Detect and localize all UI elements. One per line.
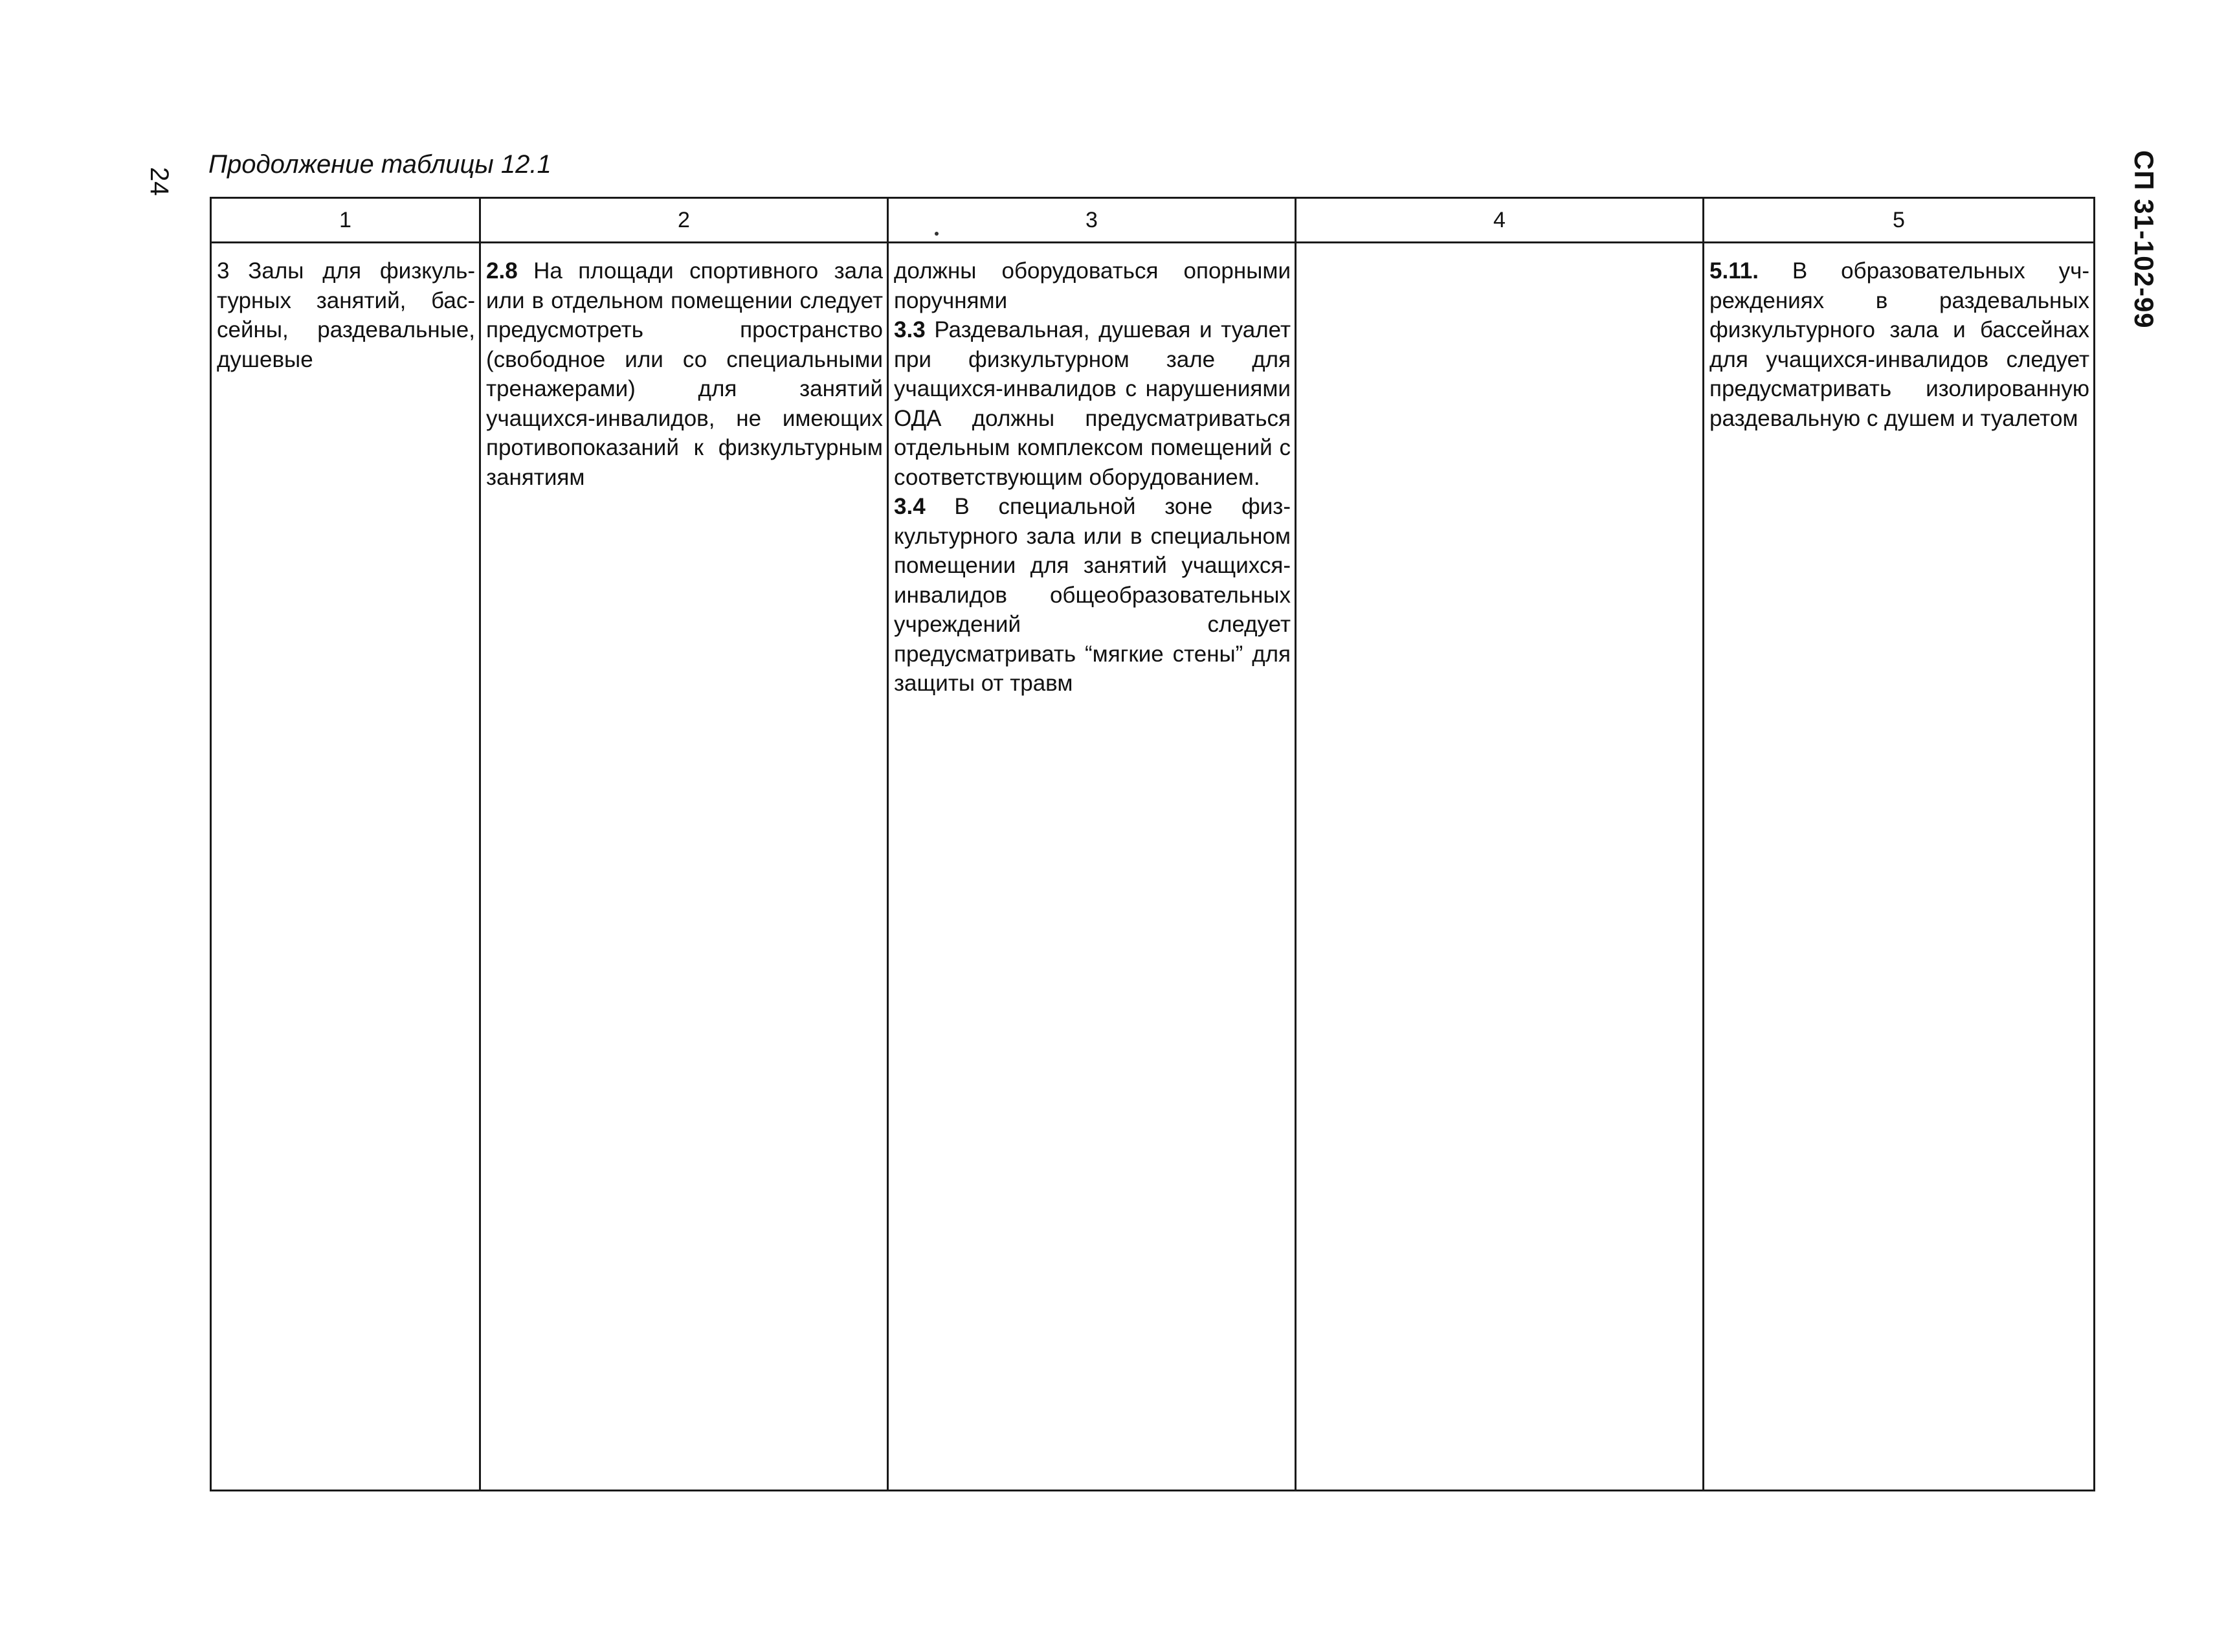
table-caption: Продолжение таблицы 12.1 <box>208 150 551 179</box>
clause-continuation: должны оборудоваться опорными поручнями <box>894 258 1291 313</box>
cell-requirement-4 <box>1296 243 1704 1491</box>
table-row <box>211 243 2095 1491</box>
requirements-table <box>210 197 2095 1491</box>
premises-text: 3 Залы для физкультурных занятий, бассейны, раздевальные, душевые <box>217 258 475 372</box>
cell-requirement-2 <box>480 243 888 1491</box>
column-header-4: 4 <box>1296 198 1704 243</box>
clause-5-11 <box>1709 256 2089 433</box>
clause-text: В образовательных учреждениях в раздевальных физкультурного зала и бассейнах для учащихся-инвалидов следует предусматривать изолированную раздевальную с душем и туалетом <box>1709 258 2089 431</box>
clause-2-8 <box>486 256 883 492</box>
column-header-1: 1 <box>211 198 480 243</box>
column-header-2: 2 <box>480 198 888 243</box>
column-header-3: 3 <box>888 198 1296 243</box>
clause-text: В специальной зоне физкультурного зала или в специальном помещении для занятий учащихся-инвалидов общеобразовательных учреждений следует предусматривать “мягкие стены” для защиты от травм <box>894 494 1291 696</box>
cell-requirement-5 <box>1704 243 2095 1491</box>
cell-premises <box>211 243 480 1491</box>
clause-number: 5.11. <box>1709 258 1759 284</box>
clause-number: 2.8 <box>486 258 518 284</box>
table-header-row <box>211 198 2095 243</box>
clause-number: 3.3 <box>894 317 926 342</box>
clause-3-4 <box>894 492 1291 698</box>
column-header-5: 5 <box>1704 198 2095 243</box>
clause-text: На площади спортивного зала или в отдельном помещении следует предусмотреть пространство (свободное или со специальными тренажерами) для занятий учащихся-инвалидов, не имеющих противопоказаний к физкультурным занятиям <box>486 258 883 490</box>
cell-requirement-3 <box>888 243 1296 1491</box>
clause-number: 3.4 <box>894 494 926 519</box>
clause-3-3 <box>894 315 1291 492</box>
clause-text: Раздевальная, душевая и туалет при физкультурном зале для учащихся-инвалидов с нарушениями ОДА должны предусматриваться отдельным комплексом помещений с соответствующим оборудованием. <box>894 317 1291 490</box>
document-code: СП 31-102-99 <box>2129 150 2159 329</box>
page-number: 24 <box>145 167 173 196</box>
